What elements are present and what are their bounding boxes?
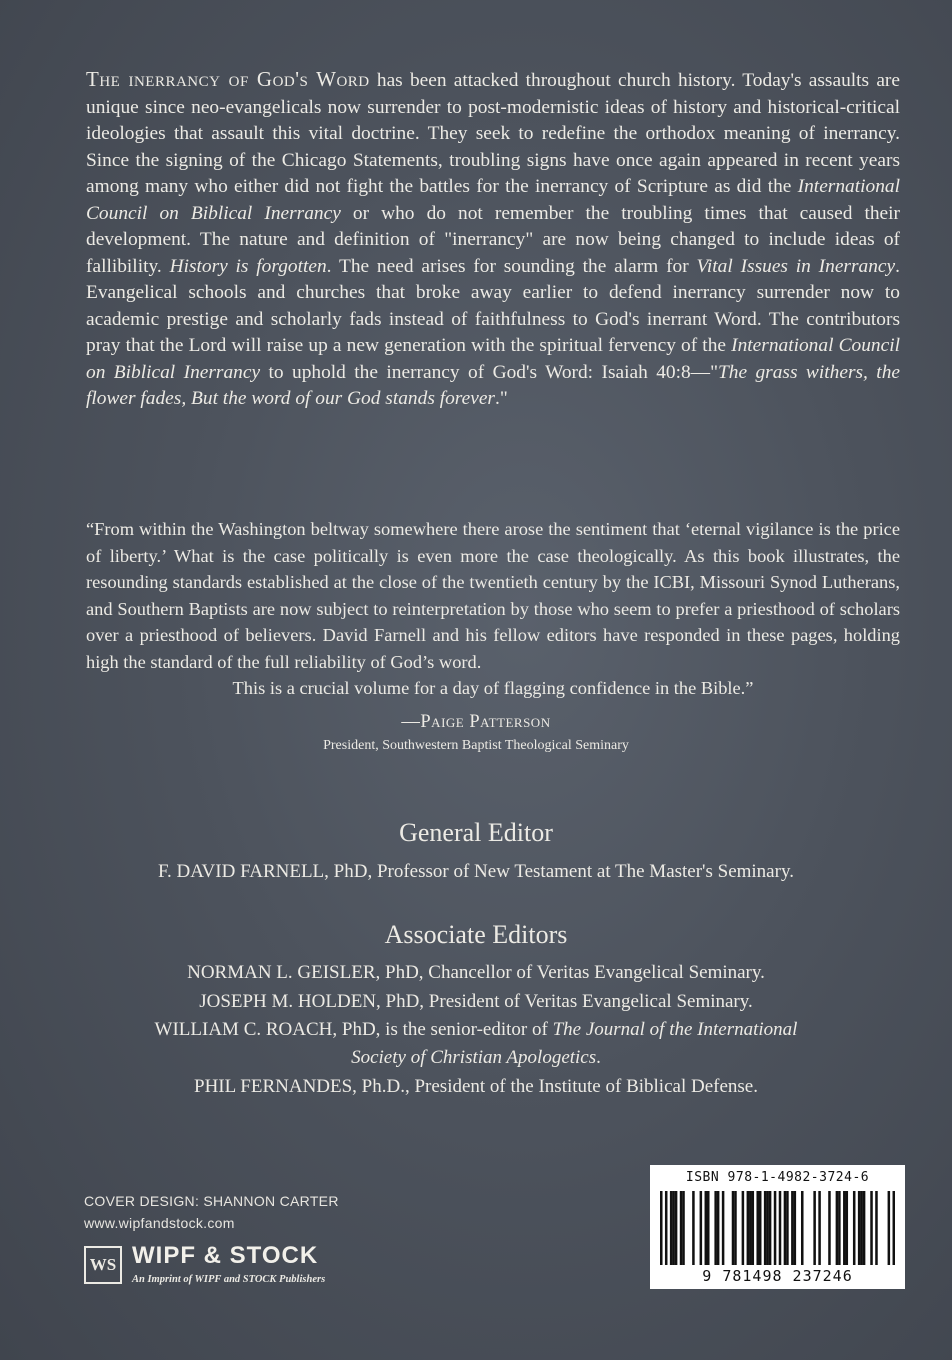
barcode-bar (665, 1191, 668, 1265)
barcode-bar (853, 1191, 856, 1265)
barcode-bar (675, 1191, 678, 1265)
barcode-bar (714, 1191, 717, 1265)
barcode-bar (670, 1191, 673, 1265)
endorser-name: —Paige Patterson (401, 712, 551, 732)
barcode-bar (749, 1191, 752, 1265)
endorsement-text: “From within the Washington beltway somewhere there arose the sentiment that ‘eternal vigilance is the price of liberty.’ What is the case politically is even more the case theologically. As this book illustrates, the resounding standards established at the close of the twentieth century by the ICBI, Missouri Synod Lutherans, and Southern Baptists are now subject to reinterpretation by those who seem to prefer a priesthood of scholars over a priesthood of believers. David Farnell and his fellow editors have responded in these pages, holding high the standard of the full reliability of God’s word. (86, 519, 900, 672)
barcode-bar (860, 1191, 863, 1265)
barcode-bar (766, 1191, 769, 1265)
barcode-bar (870, 1191, 873, 1265)
barcode-bar (828, 1191, 831, 1265)
associate-editors-heading: Associate Editors (384, 920, 568, 949)
barcode-bar (692, 1191, 695, 1265)
blurb-italic: The grass withers, the flower fades, But the word of our God stands forever (86, 361, 900, 409)
roach-journal-2: Society of Christian Apologetics (351, 1047, 597, 1068)
barcode-bar (786, 1191, 789, 1265)
barcode-bar (818, 1191, 821, 1265)
barcode-bars-icon (660, 1191, 895, 1265)
barcode-bar (756, 1191, 759, 1265)
publisher-website: www.wipfandstock.com (84, 1215, 235, 1231)
barcode-number: 9 781498 237246 (702, 1267, 853, 1285)
barcode-bar (732, 1191, 735, 1265)
barcode-bar (672, 1191, 675, 1265)
barcode-bar (784, 1191, 787, 1265)
publisher-name: WIPF & STOCK (132, 1242, 319, 1269)
barcode-bar (700, 1191, 703, 1265)
barcode-bar (794, 1191, 797, 1265)
barcode-bar (660, 1191, 663, 1265)
associate-editor-roach-line-2 (0, 1047, 952, 1069)
roach-suffix: . (596, 1047, 601, 1068)
endorsement-quote (86, 516, 900, 702)
roach-journal-1: The Journal of the International (552, 1019, 798, 1040)
ws-logo-icon: WS (84, 1246, 122, 1284)
barcode-bar (838, 1191, 841, 1265)
barcode-bar (722, 1191, 725, 1265)
cover-design-credit: COVER DESIGN: SHANNON CARTER (84, 1193, 339, 1209)
endorser-role: President, Southwestern Baptist Theological Seminary (323, 738, 629, 753)
barcode-bar (682, 1191, 685, 1265)
barcode-bar (759, 1191, 762, 1265)
associate-editor-roach-line-1 (0, 1019, 952, 1041)
back-cover-blurb (86, 66, 900, 413)
general-editor-line: F. DAVID FARNELL, PhD, Professor of New Testament at The Master's Seminary. (158, 861, 794, 882)
barcode-bar (680, 1191, 683, 1265)
barcode-bar (774, 1191, 777, 1265)
blurb-text: . Evangelical schools and churches that broke away earlier to defend inerrancy surrender now to academic prestige and scholarly fads instead of faithfulness to God's inerrant Word. The contributors pray that the Lord will raise up a new generation with the spiritual fervency of the (86, 255, 900, 356)
barcode-bar (742, 1191, 745, 1265)
barcode-bar (734, 1191, 737, 1265)
publisher-tagline: An Imprint of WIPF and STOCK Publishers (132, 1274, 326, 1285)
general-editor-heading: General Editor (399, 818, 553, 847)
barcode-bar (705, 1191, 708, 1265)
barcode-bar (863, 1191, 866, 1265)
blurb-text: to uphold the inerrancy of God's Word: Isaiah 40:8—" (260, 361, 718, 383)
barcode-bar (791, 1191, 794, 1265)
associate-editor-geisler: NORMAN L. GEISLER, PhD, Chancellor of Veritas Evangelical Seminary. (187, 962, 765, 983)
associate-editor-holden: JOSEPH M. HOLDEN, PhD, President of Veritas Evangelical Seminary. (199, 991, 753, 1012)
isbn-label: ISBN 978-1-4982-3724-6 (685, 1170, 870, 1185)
barcode-bar (764, 1191, 767, 1265)
blurb-italic: International Council on Biblical Inerrancy (86, 176, 900, 224)
barcode-bar (843, 1191, 846, 1265)
barcode-bar (707, 1191, 710, 1265)
blurb-text: has been attacked throughout church history. Today's assaults are unique since neo-evangelicals now surrender to post-modernistic ideas of history and historical-critical ideologies that assault this vital doctrine. They seek to redefine the orthodox meaning of inerrancy. Since the signing of the Chicago Statements, troubling signs have once again appeared in recent years among many who either did not fight the battles for the inerrancy of Scripture as did the (86, 70, 900, 197)
barcode-bar (813, 1191, 816, 1265)
barcode-bar (846, 1191, 849, 1265)
isbn-barcode (650, 1165, 905, 1289)
barcode-bar (747, 1191, 750, 1265)
associate-editor-fernandes: PHIL FERNANDES, Ph.D., President of the Institute of Biblical Defense. (194, 1076, 758, 1097)
barcode-bar (875, 1191, 878, 1265)
roach-prefix: WILLIAM C. ROACH, PhD, is the senior-editor of (154, 1019, 553, 1040)
barcode-bar (779, 1191, 782, 1265)
barcode-bar (836, 1191, 839, 1265)
barcode-bar (893, 1191, 895, 1265)
barcode-bar (801, 1191, 804, 1265)
blurb-text: . The need arises for sounding the alarm for (326, 255, 697, 277)
barcode-bar (752, 1191, 755, 1265)
blurb-italic: Vital Issues in Inerrancy (696, 255, 896, 277)
blurb-lead: The inerrancy of God's Word (86, 67, 370, 91)
barcode-bar (717, 1191, 720, 1265)
blurb-text: ." (494, 388, 508, 409)
blurb-italic: History is forgotten (169, 255, 327, 277)
endorsement-text-last: This is a crucial volume for a day of flagging confidence in the Bible.” (232, 678, 754, 698)
barcode-bar (769, 1191, 772, 1265)
barcode-bar (888, 1191, 891, 1265)
barcode-bar (858, 1191, 861, 1265)
blurb-italic: International Council on Biblical Inerrancy (86, 335, 900, 383)
blurb-text: or who do not remember the troubling times that caused their development. The nature and definition of "inerrancy" are now being changed to include ideas of fallibility. (86, 202, 900, 277)
